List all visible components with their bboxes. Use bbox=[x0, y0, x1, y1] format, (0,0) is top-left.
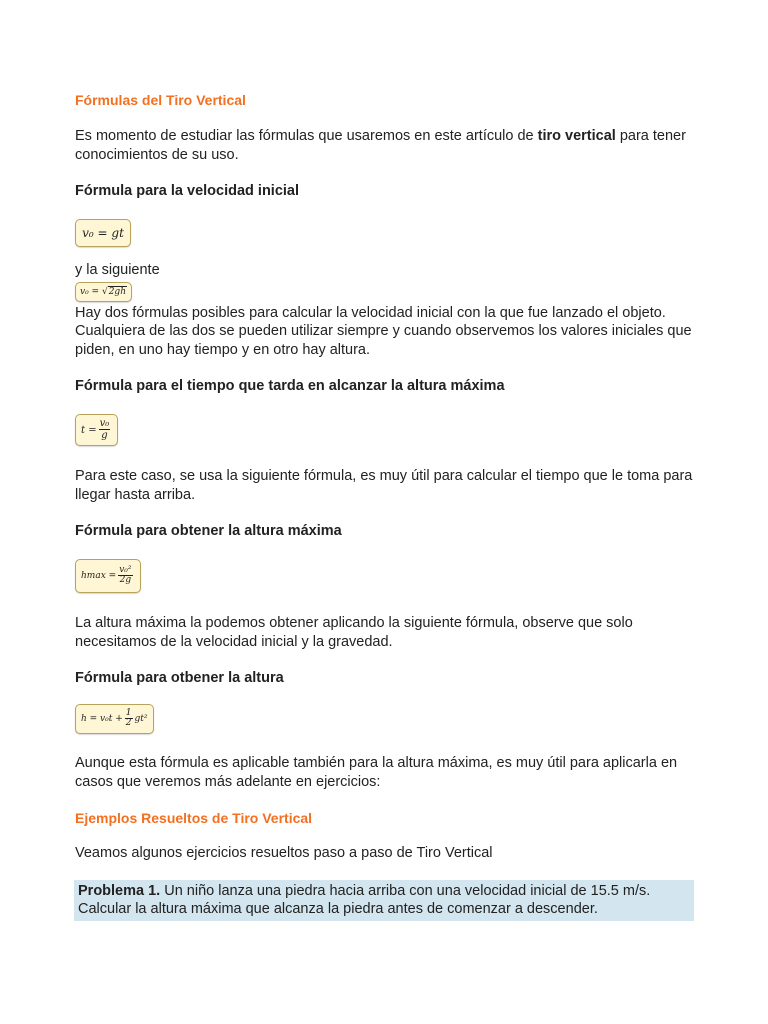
formula-time-num: v₀ bbox=[99, 418, 110, 429]
formula-time bbox=[75, 414, 118, 446]
formula-height-lhs: h = v₀t + bbox=[81, 714, 123, 724]
formula-v0-sqrt-prefix: v₀ = √ bbox=[80, 286, 108, 297]
formula-time-den: g bbox=[101, 430, 108, 441]
formula-time-fraction bbox=[99, 419, 111, 441]
problem-1-box bbox=[74, 880, 694, 921]
paragraph-examples: Veamos algunos ejercicios resueltos paso a paso de Tiro Vertical bbox=[75, 845, 493, 861]
heading-initial-velocity: Fórmula para la velocidad inicial bbox=[75, 183, 300, 199]
paragraph-two-formulas: Hay dos fórmulas posibles para calcular la velocidad inicial con la que fue lanzado el objeto. Cualquiera de las dos se pueden utilizar siempre y cuando observemos los valores iniciales que piden, en uno hay tiempo y en otro hay altura. bbox=[75, 304, 692, 358]
formula-v0-sqrt-radicand: 2gh bbox=[108, 287, 126, 297]
formula-row-time bbox=[75, 414, 700, 446]
section-title-formulas: Fórmulas del Tiro Vertical bbox=[75, 92, 246, 108]
paragraph-height: Aunque esta fórmula es aplicable también para la altura máxima, es muy útil para aplicarla en casos que veremos más adelante en ejercicios: bbox=[75, 755, 678, 790]
formula-height-frac-num: 1 bbox=[125, 708, 132, 719]
formula-height-rhs: gt² bbox=[134, 714, 148, 724]
formula-row-height bbox=[75, 704, 700, 734]
intro-bold-term: tiro vertical bbox=[537, 128, 616, 144]
formula-height bbox=[75, 704, 154, 734]
formula-hmax-num: v₀² bbox=[119, 565, 132, 576]
formula-hmax bbox=[75, 559, 141, 593]
formula-height-frac-den: 2 bbox=[125, 718, 132, 729]
problem-1-label: Problema 1. bbox=[78, 882, 161, 899]
heading-time-max-height: Fórmula para el tiempo que tarda en alcanzar la altura máxima bbox=[75, 378, 505, 394]
formula-height-fraction bbox=[125, 709, 133, 729]
intro-text-before: Es momento de estudiar las fórmulas que usaremos en este artículo de bbox=[75, 128, 538, 144]
intro-text-after: para tener conocimientos de su uso. bbox=[75, 128, 686, 163]
intro-paragraph bbox=[75, 127, 700, 164]
article-body bbox=[75, 90, 700, 921]
formula-v0-gt: v₀ = gt bbox=[75, 219, 131, 247]
formula-time-lhs: t = bbox=[81, 424, 97, 436]
formula-hmax-lhs: hmax = bbox=[81, 571, 117, 581]
formula-hmax-fraction bbox=[118, 566, 132, 586]
formula-hmax-den: 2g bbox=[119, 575, 132, 586]
formula-v0-sqrt bbox=[75, 282, 132, 302]
heading-height: Fórmula para otbener la altura bbox=[75, 670, 284, 686]
section-title-examples: Ejemplos Resueltos de Tiro Vertical bbox=[75, 810, 313, 826]
heading-max-height: Fórmula para obtener la altura máxima bbox=[75, 523, 342, 539]
text-next-formula: y la siguiente bbox=[75, 262, 160, 278]
formula-row-v0-gt bbox=[75, 219, 700, 247]
problem-1-text: Un niño lanza una piedra hacia arriba con una velocidad inicial de 15.5 m/s. Calcular la altura máxima que alcanza la piedra antes de comenzar a descender. bbox=[78, 882, 651, 917]
paragraph-time: Para este caso, se usa la siguiente fórmula, es muy útil para calcular el tiempo que le toma para llegar hasta arriba. bbox=[75, 468, 693, 503]
formula-row-v0-sqrt bbox=[75, 281, 700, 302]
paragraph-max-height: La altura máxima la podemos obtener aplicando la siguiente fórmula, observe que solo necesitamos de la velocidad inicial y la gravedad. bbox=[75, 615, 633, 650]
formula-row-hmax bbox=[75, 559, 700, 593]
